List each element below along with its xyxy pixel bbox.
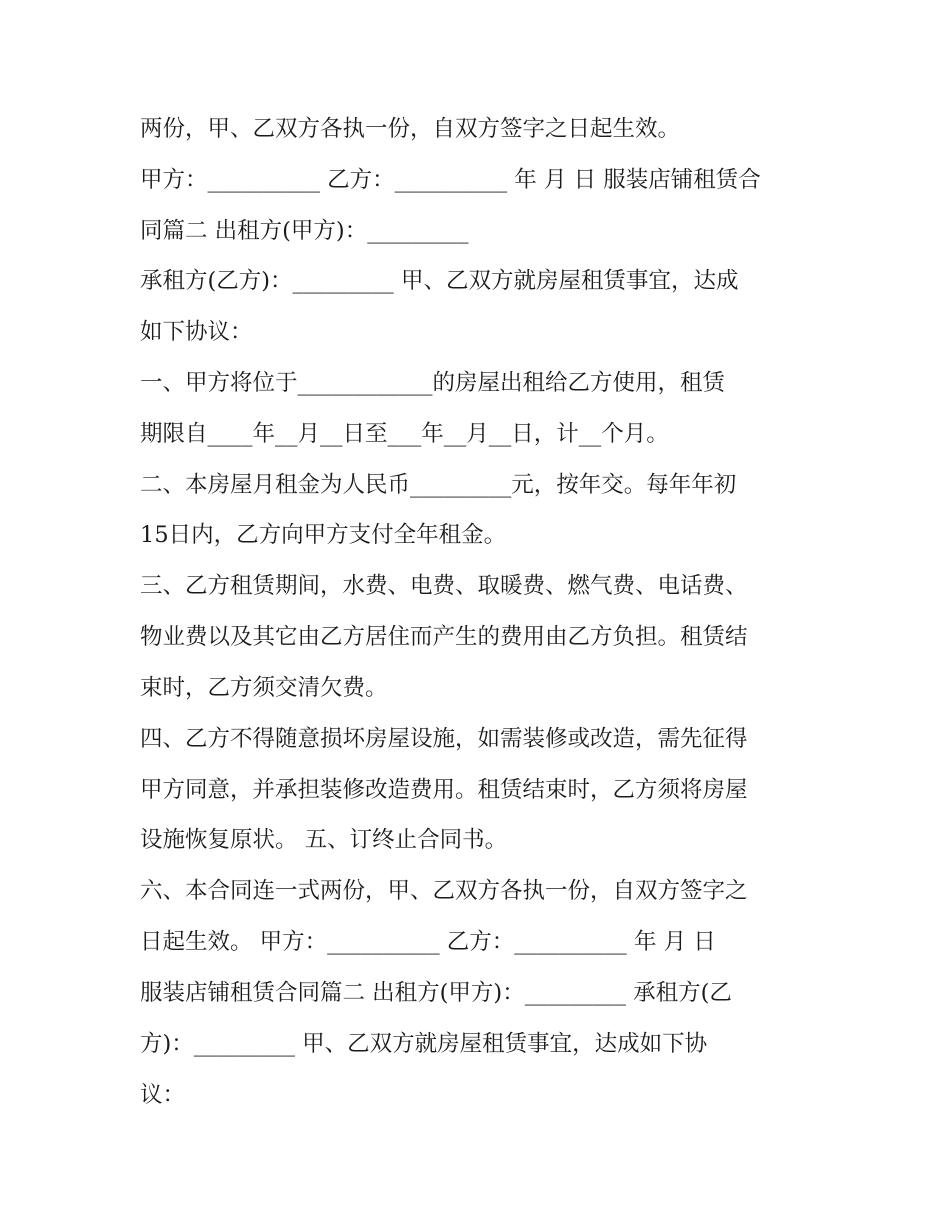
- text-line: 如下协议：: [140, 319, 253, 345]
- text-line: 承租方(乙方)：_________ 甲、乙双方就房屋租赁事宜，达成: [140, 268, 739, 294]
- text-line: 三、乙方租赁期间，水费、电费、取暖费、燃气费、电话费、: [140, 573, 748, 599]
- text-line: 物业费以及其它由乙方居住而产生的费用由乙方负担。租赁结: [140, 624, 748, 650]
- text-line: 四、乙方不得随意损坏房屋设施，如需装修或改造，需先征得: [140, 726, 748, 752]
- text-line: 同篇二 出租方(甲方)：_________: [140, 218, 469, 244]
- text-line: 期限自____年__月__日至___年__月__日，计__个月。: [140, 421, 669, 447]
- text-line: 方)：_________ 甲、乙双方就房屋租赁事宜，达成如下协: [140, 1031, 708, 1057]
- text-line: 六、本合同连一式两份，甲、乙双方各执一份，自双方签字之: [140, 878, 748, 904]
- text-line: 甲方：__________ 乙方：__________ 年 月 日 服装店铺租赁合: [140, 167, 761, 193]
- text-line: 设施恢复原状。 五、订终止合同书。: [140, 827, 508, 853]
- text-line: 甲方同意，并承担装修改造费用。租赁结束时，乙方须将房屋: [140, 777, 748, 803]
- text-line: 两份，甲、乙双方各执一份，自双方签字之日起生效。: [140, 116, 681, 142]
- text-line: 15日内，乙方向甲方支付全年租金。: [140, 522, 507, 548]
- text-line: 束时，乙方须交清欠费。: [140, 675, 388, 701]
- text-line: 一、甲方将位于____________的房屋出租给乙方使用，租赁: [140, 370, 726, 396]
- text-line: 二、本房屋月租金为人民币_________元，按年交。每年年初: [140, 472, 737, 498]
- text-line: 日起生效。 甲方：__________ 乙方：__________ 年 月 日: [140, 929, 716, 955]
- text-line: 服装店铺租赁合同篇二 出租方(甲方)：_________ 承租方(乙: [140, 980, 732, 1006]
- text-line: 议：: [140, 1082, 186, 1108]
